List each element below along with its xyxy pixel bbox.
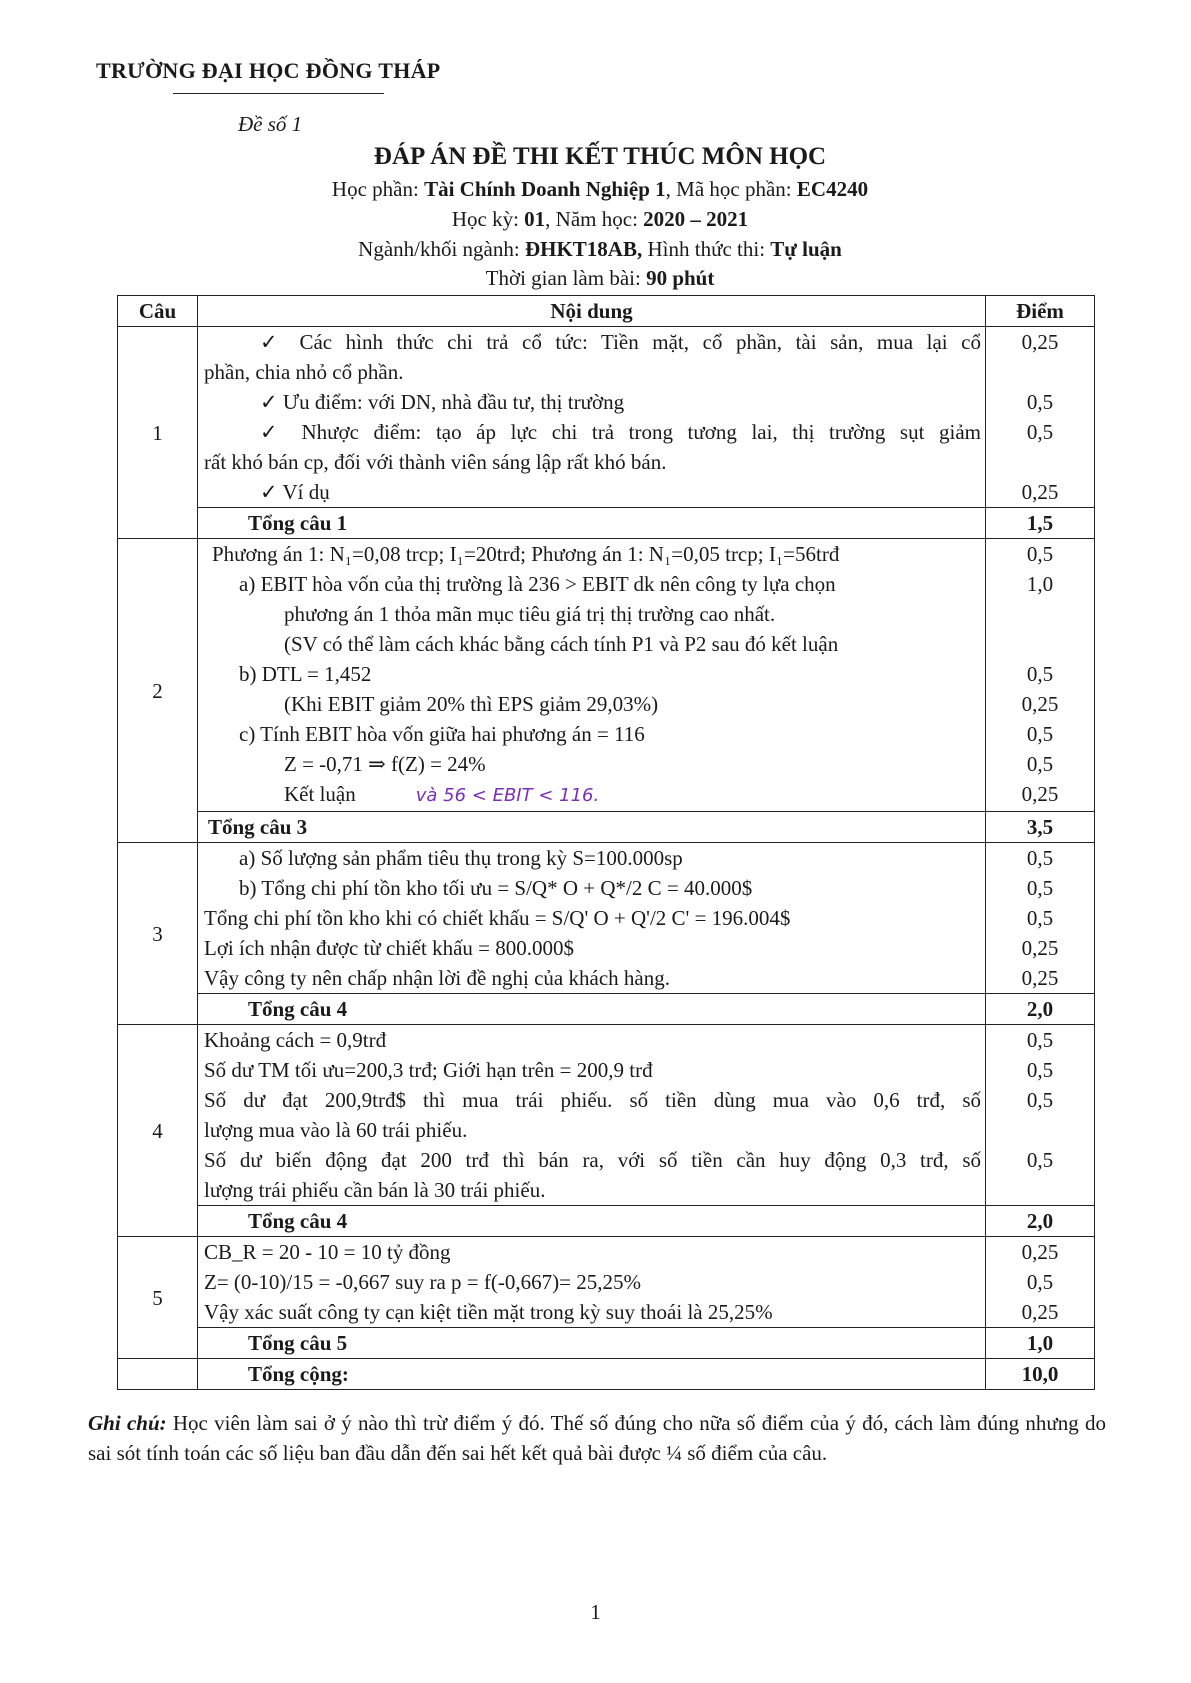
question-number: 5 bbox=[118, 1237, 198, 1359]
answer-content: a) Số lượng sản phẩm tiêu thụ trong kỳ S=100.000sp b) Tổng chi phí tồn kho tối ưu = S/Q* O + Q*/2 C = 40.000$ Tổng chi phí tồn kho khi có chiết khấu = S/Q' O + Q'/2 C' = 196.004$ Lợi ích nhận được từ chiết khấu = 800.000$ Vậy công ty nên chấp nhận lời đề nghị của khách hàng. bbox=[198, 843, 986, 994]
total-row: Tổng câu 4 2,0 bbox=[118, 994, 1095, 1025]
page-number: 1 bbox=[590, 1600, 601, 1624]
footnote-label: Ghi chú: bbox=[88, 1411, 167, 1435]
major-line: Ngành/khối ngành: ĐHKT18AB, Hình thức thi: Tự luận bbox=[358, 237, 842, 261]
total-row: Tổng câu 1 1,5 bbox=[118, 508, 1095, 539]
answer-points: 0,5 0,5 0,5 0,25 0,25 bbox=[986, 843, 1095, 994]
footnote bbox=[88, 1408, 1106, 1468]
answer-content: Phương án 1: N₁=0,08 trcp; I₁=20trđ; Phương án 1: N₁=0,05 trcp; I₁=56trđ a) EBIT hòa vốn của thị trường là 236 > EBIT dk nên công ty lựa chọn phương án 1 thỏa mãn mục tiêu giá trị thị trường cao nhất. (SV có thể làm cách khác bằng cách tính P1 và P2 sau đó kết luận b) DTL = 1,452 (Khi EBIT giảm 20% thì EPS giảm 29,03%) c) Tính EBIT hòa vốn giữa hai phương án = 116 Z = -0,71 ⇒ f(Z) = 24% Kết luận và 56 < EBIT < 116. bbox=[198, 539, 986, 812]
total-row: Tổng câu 3 3,5 bbox=[118, 812, 1095, 843]
table-header-row bbox=[118, 296, 1095, 327]
table-row bbox=[118, 843, 1095, 994]
answer-points: 0,25 0,5 0,25 bbox=[986, 1237, 1095, 1328]
col-cau: Câu bbox=[118, 296, 198, 327]
answer-points: 0,5 1,0 0,5 0,25 0,5 0,5 0,25 bbox=[986, 539, 1095, 812]
exam-number: Đề số 1 bbox=[238, 112, 303, 136]
question-number: 4 bbox=[118, 1025, 198, 1237]
duration-line: Thời gian làm bài: 90 phút bbox=[485, 266, 715, 290]
handwritten-note: và 56 < EBIT < 116. bbox=[415, 785, 600, 806]
answer-content: CB_R = 20 - 10 = 10 tỷ đồng Z= (0-10)/15 = -0,667 suy ra p = f(-0,667)= 25,25% Vậy xác suất công ty cạn kiệt tiền mặt trong kỳ suy thoái là 25,25% bbox=[198, 1237, 986, 1328]
col-noidung: Nội dung bbox=[198, 296, 986, 327]
answer-points: 0,25 0,5 0,5 0,25 bbox=[986, 327, 1095, 508]
page-title: ĐÁP ÁN ĐỀ THI KẾT THÚC MÔN HỌC bbox=[373, 143, 827, 170]
question-number: 3 bbox=[118, 843, 198, 1025]
semester-line: Học kỳ: 01, Năm học: 2020 – 2021 bbox=[451, 207, 749, 231]
school-name: TRƯỜNG ĐẠI HỌC ĐỒNG THÁP bbox=[96, 58, 441, 83]
table-row bbox=[118, 539, 1095, 812]
table-row bbox=[118, 1237, 1095, 1328]
col-diem: Điểm bbox=[986, 296, 1095, 327]
question-number: 1 bbox=[118, 327, 198, 539]
answer-points: 0,5 0,5 0,5 0,5 bbox=[986, 1025, 1095, 1206]
question-number: 2 bbox=[118, 539, 198, 843]
answer-content: ✓ Các hình thức chi trả cổ tức: Tiền mặt, cổ phần, tài sản, mua lại cổ phần, chia nhỏ cổ phần. ✓ Ưu điểm: với DN, nhà đầu tư, thị trường ✓ Nhược điểm: tạo áp lực chi trả trong tương lai, thị trường sụt giảm rất khó bán cp, đối với thành viên sáng lập rất khó bán. ✓ Ví dụ bbox=[198, 327, 986, 508]
answer-table bbox=[117, 295, 1095, 1390]
table-row bbox=[118, 327, 1095, 508]
course-line: Học phần: Tài Chính Doanh Nghiệp 1, Mã học phần: EC4240 bbox=[331, 177, 869, 201]
grand-total-row: Tổng cộng: 10,0 bbox=[118, 1359, 1095, 1390]
school-underline bbox=[173, 93, 384, 94]
total-row: Tổng câu 5 1,0 bbox=[118, 1328, 1095, 1359]
table-row bbox=[118, 1025, 1095, 1206]
footnote-text: Học viên làm sai ở ý nào thì trừ điểm ý đó. Thế số đúng cho nữa số điểm của ý đó, cách làm đúng nhưng do sai sót tính toán các số liệu ban đầu dẫn đến sai hết kết quả bài được ¼ số điểm của câu. bbox=[88, 1411, 1107, 1465]
total-row: Tổng câu 4 2,0 bbox=[118, 1206, 1095, 1237]
answer-content: Khoảng cách = 0,9trđ Số dư TM tối ưu=200,3 trđ; Giới hạn trên = 200,9 trđ Số dư đạt 200,9trđ$ thì mua trái phiếu. số tiền dùng mua vào 0,6 trđ, số lượng mua vào là 60 trái phiếu. Số dư biến động đạt 200 trđ thì bán ra, với số tiền cần huy động 0,3 trđ, số lượng trái phiếu cần bán là 30 trái phiếu. bbox=[198, 1025, 986, 1206]
